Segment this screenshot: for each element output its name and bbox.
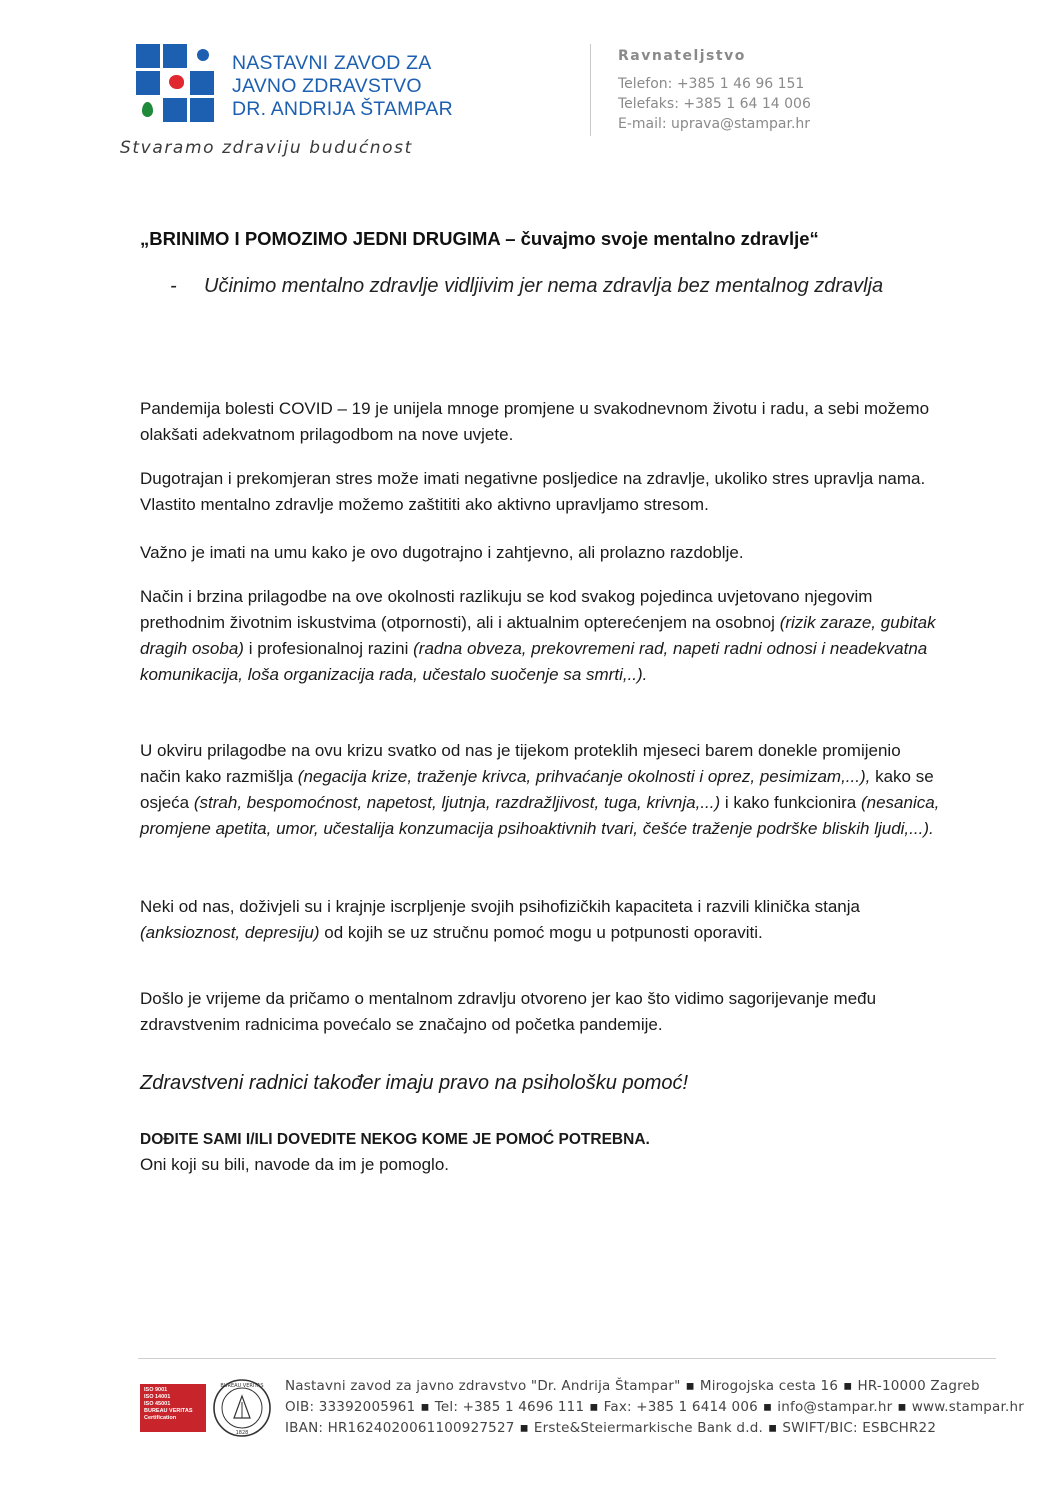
footer-swift: SWIFT/BIC: ESBCHR22 (782, 1420, 937, 1436)
seal-year: 1828 (235, 1430, 249, 1436)
contact-email: E-mail: uprava@stampar.hr (618, 116, 811, 132)
paragraph-5-text-c: kako se osjeća (140, 767, 934, 812)
footer-website[interactable]: www.stampar.hr (911, 1399, 1025, 1415)
header-divider (590, 44, 591, 136)
footer-separator: ▪ (762, 1399, 773, 1415)
footer-separator: ▪ (589, 1399, 599, 1415)
paragraph-6-italic-b: (anksioznost, depresiju) (140, 923, 320, 942)
footer-bank: Erste&Steiermarkische Bank d.d. (533, 1420, 763, 1436)
footer-separator: ▪ (519, 1420, 529, 1436)
footer-line-2 (285, 1397, 1024, 1418)
paragraph-5-italic-b: (negacija krize, traženje krivca, prihvaćanje okolnosti i oprez, pesimizam,...), (297, 767, 871, 786)
bureau-veritas-seal-icon (212, 1378, 272, 1438)
subtitle-dash: - (170, 275, 177, 297)
institution-name-line-1: NASTAVNI ZAVOD ZA (232, 52, 432, 74)
footer-separator: ▪ (685, 1378, 695, 1394)
paragraph-5-text-a: U okviru prilagodbe na ovu krizu svatko od nas je tijekom proteklih mjeseci barem donekle promijenio način kako razmišlja (140, 741, 901, 786)
paragraph-4-italic-d: (radna obveza, prekovremeni rad, napeti radni odnosi i neadekvatna komunikacija, loša organizacija rada, učestalo suočenje sa smrti,..). (140, 639, 928, 684)
footer-text (285, 1376, 1024, 1439)
paragraph-4 (140, 584, 945, 688)
footer-iban: IBAN: HR1624020061100927527 (285, 1420, 515, 1436)
iso-line-5: Certification (144, 1415, 177, 1421)
footer-oib: OIB: 33392005961 (285, 1399, 416, 1415)
institution-name (232, 52, 482, 121)
paragraph-2: Dugotrajan i prekomjeran stres može imati negativne posljedice na zdravlje, ukoliko stres upravlja nama. Vlastito mentalno zdravlje možemo zaštititi ako aktivno upravljamo stresom. (140, 469, 926, 514)
paragraph-5-text-e: i kako funkcionira (720, 793, 861, 812)
iso-line-1: ISO 9001 (144, 1387, 168, 1393)
contact-phone: Telefon: +385 1 46 96 151 (618, 76, 805, 92)
footer-email[interactable]: info@stampar.hr (777, 1399, 893, 1415)
paragraph-7: Došlo je vrijeme da pričamo o mentalnom zdravlju otvoreno jer kao što vidimo sagorijevanje među zdravstvenim radnicima povećalo se značajno od početka pandemije. (140, 989, 877, 1034)
logo-grid-icon (136, 44, 222, 130)
institution-name-line-3: DR. ANDRIJA ŠTAMPAR (232, 98, 453, 120)
paragraph-5 (140, 738, 945, 842)
contact-block (618, 46, 811, 134)
paragraph-4-text-a: Način i brzina prilagodbe na ove okolnosti razlikuju se kod svakog pojedinca uvjetovano njegovim prethodnim životnim iskustvima (otpornosti), ali i aktualnim opterećenjem na osobnoj (140, 587, 873, 632)
footer-line-3 (285, 1418, 1024, 1439)
iso-line-2: ISO 14001 (144, 1394, 171, 1400)
paragraph-1: Pandemija bolesti COVID – 19 je unijela mnoge promjene u svakodnevnom životu i radu, a sebi možemo olakšati adekvatnom prilagodbom na nove uvjete. (140, 399, 930, 444)
call-to-action-italic: Zdravstveni radnici također imaju pravo na psihološku pomoć! (140, 1072, 689, 1094)
call-to-action-bold: DOĐITE SAMI I/ILI DOVEDITE NEKOG KOME JE POMOĆ POTREBNA. (140, 1131, 650, 1148)
paragraph-6 (140, 894, 945, 946)
footer-fax: Fax: +385 1 6414 006 (603, 1399, 758, 1415)
document-title: „BRINIMO I POMOZIMO JEDNI DRUGIMA – čuvajmo svoje mentalno zdravlje“ (140, 228, 819, 249)
footer-address: Mirogojska cesta 16 (699, 1378, 839, 1394)
subtitle-text: Učinimo mentalno zdravlje vidljivim jer nema zdravlja bez mentalnog zdravlja (204, 275, 884, 297)
footer-separator: ▪ (843, 1378, 853, 1394)
paragraph-5-italic-f: (nesanica, promjene apetita, umor, učestalija konzumacija psihoaktivnih tvari, češće traženje podrške bliskih ljudi,...). (140, 793, 940, 838)
iso-certification-badge (140, 1384, 206, 1432)
footer-separator: ▪ (767, 1420, 778, 1436)
seal-text: BUREAU VERITAS (220, 1383, 264, 1389)
document-subtitle (170, 272, 930, 301)
contact-fax: Telefaks: +385 1 64 14 006 (618, 96, 811, 112)
department-name: Ravnateljstvo (618, 48, 746, 64)
institution-name-line-2: JAVNO ZDRAVSTVO (232, 75, 422, 97)
iso-line-4: BUREAU VERITAS (144, 1408, 193, 1414)
footer-separator: ▪ (897, 1399, 907, 1415)
iso-line-3: ISO 45001 (144, 1401, 171, 1407)
call-to-action-note: Oni koji su bili, navode da im je pomoglo. (140, 1155, 449, 1174)
footer-line-1 (285, 1376, 1024, 1397)
footer-tel: Tel: +385 1 4696 111 (434, 1399, 585, 1415)
paragraph-6-text-a: Neki od nas, doživjeli su i krajnje iscrpljenje svojih psihofizičkih kapaciteta i razvili klinička stanja (140, 897, 860, 916)
footer-separator: ▪ (420, 1399, 430, 1415)
slogan: Stvaramo zdraviju budućnost (120, 138, 413, 158)
paragraph-4-italic-b: (rizik zaraze, gubitak dragih osoba) (140, 613, 936, 658)
footer-institution: Nastavni zavod za javno zdravstvo "Dr. Andrija Štampar" (285, 1378, 681, 1394)
paragraph-3: Važno je imati na umu kako je ovo dugotrajno i zahtjevno, ali prolazno razdoblje. (140, 543, 744, 562)
paragraph-4-text-c: i profesionalnoj razini (243, 639, 414, 658)
paragraph-5-italic-d: (strah, bespomoćnost, napetost, ljutnja, razdražljivost, tuga, krivnja,...) (193, 793, 721, 812)
footer-divider (138, 1358, 996, 1359)
paragraph-6-text-c: od kojih se uz stručnu pomoć mogu u potpunosti oporaviti. (319, 923, 763, 942)
footer-city: HR-10000 Zagreb (857, 1378, 980, 1394)
